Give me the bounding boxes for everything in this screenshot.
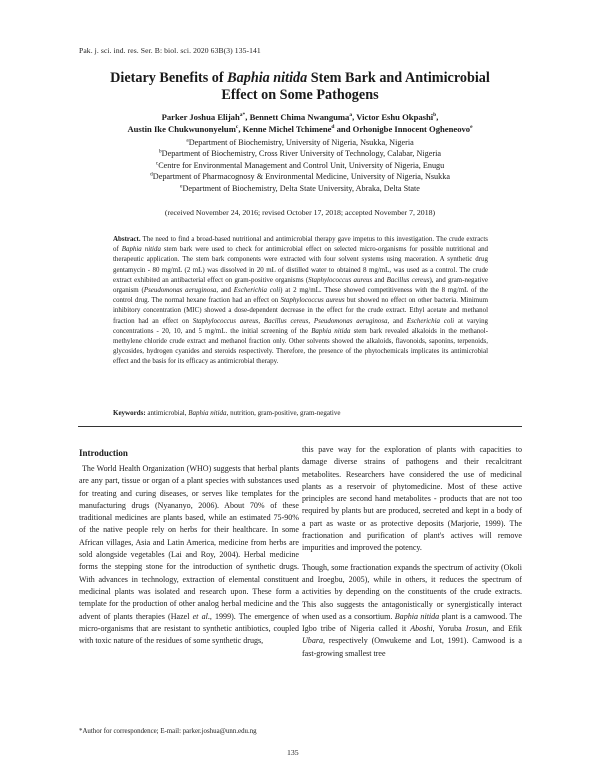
affiliation-mark: c bbox=[155, 160, 159, 167]
author-line-2 bbox=[60, 123, 540, 135]
left-column bbox=[79, 463, 299, 647]
author-name: Bennett Chima Nwanguma bbox=[249, 112, 350, 122]
affiliation-text: Department of Pharmacognosy & Environmental Medicine, University of Nigeria, Nsukka bbox=[152, 172, 450, 182]
author-line-1 bbox=[60, 111, 540, 123]
author-affiliation-mark: d bbox=[331, 124, 335, 131]
affiliation-item bbox=[60, 171, 540, 182]
author-separator: , bbox=[245, 112, 250, 122]
author-separator: and bbox=[334, 124, 353, 134]
article-title bbox=[60, 70, 540, 104]
author-name: Parker Joshua Elijah bbox=[161, 112, 240, 122]
title-text-1: Dietary Benefits of bbox=[110, 70, 228, 86]
author-name: Austin Ike Chukwunonyelum bbox=[127, 124, 236, 134]
intro-heading: Introduction bbox=[79, 448, 128, 458]
author-name: Orhonigbe Innocent Ogheneovo bbox=[352, 124, 471, 134]
journal-citation: Pak. j. sci. ind. res. Ser. B: biol. sci. 2020 63B(3) 135-141 bbox=[79, 46, 261, 55]
keywords-label: Keywords: bbox=[113, 409, 146, 417]
affiliation-text: Department of Biochemistry, Delta State University, Abraka, Delta State bbox=[182, 183, 420, 193]
author-affiliation-mark: e bbox=[470, 124, 473, 131]
intro-paragraph-1: The World Health Organization (WHO) suggests that herbal plants are any part, tissue or organ of a plant species with substances used for treating and curing diseases, or serves like templates for the manufacturing drugs (Nyananyo, 2006). About 70% of these traditional medicines are plants based, while an estimated 75-90% of the native people rely on herbs for their healthcare. In some African villages, Asia and Latin America, medicine from herbs are sold alongside vegetables (Lai and Roy, 2004). Herbal medicine forms the stepping stone for the introduction of synthetic drugs. With advances in technology, extraction of elemental constituent medicinal plants was isolated and research upon. These form a template for the production of other analog herbal medicine and the advent of plants therapies (Hazel et al., 1999). The emergence of micro-organisms that are resistant to synthetic antibiotics, coupled with toxic nature of the residues of some synthetic drugs, bbox=[79, 464, 299, 646]
author-affiliation-mark: c bbox=[235, 124, 239, 131]
affiliation-item bbox=[60, 160, 540, 171]
title-text-2: Stem Bark and Antimicrobial bbox=[307, 70, 490, 86]
author-separator: , bbox=[238, 124, 243, 134]
author-affiliation-mark: a bbox=[349, 112, 353, 119]
author-name: Kenne Michel Tchimene bbox=[242, 124, 332, 134]
affiliation-text: Department of Biochemistry, Cross River University of Technology, Calabar, Nigeria bbox=[161, 149, 442, 159]
right-column bbox=[302, 444, 522, 660]
affiliation-text: Centre for Environmental Management and Control Unit, University of Nigeria, Enugu bbox=[158, 160, 445, 170]
affiliation-list bbox=[60, 137, 540, 194]
keywords: Keywords: antimicrobial, Baphia nitida, nutrition, gram-positive, gram-negative bbox=[113, 409, 341, 417]
author-list bbox=[60, 111, 540, 135]
intro-paragraph-2: this pave way for the exploration of plants with capacities to damage diverse strains of pathogens and their recalcitrant metabolites. Researchers have considered the use of medicinal plants as a reservoir of phytomedicine. Most of these active principles are second hand metabolites - products that are not too required by plants but are produced, secreted and kept in a body of a part as waste or as protective deposits (Marjorie, 1999). The fractionation and purification of plant's actives will remove impurities and improved the potency. bbox=[302, 445, 522, 553]
author-affiliation-mark: a* bbox=[239, 112, 246, 119]
affiliation-mark: b bbox=[158, 148, 162, 155]
affiliation-item bbox=[60, 183, 540, 194]
author-separator: , bbox=[436, 112, 439, 122]
affiliation-text: Department of Biochemistry, University of Nigeria, Nsukka, Nigeria bbox=[188, 138, 414, 147]
correspondence-footnote: *Author for correspondence; E-mail: parker.joshua@unn.edu.ng bbox=[79, 728, 257, 735]
intro-paragraph-3: Though, some fractionation expands the spectrum of activity (Okoli and Iroegbu, 2005), while in others, it reduces the spectrum of activities by depending on the constituents of the crude extracts. This also suggests the antagonistically or synergistically interact when used as a consortium. Baphia nitida plant is a camwood. The Igbo tribe of Nigeria called it Aboshi, Yoruba Irosun, and Efik Ubara, respectively (Onwukeme and Lot, 1991). Camwood is a fast-growing smallest tree bbox=[302, 562, 522, 658]
received-dates: (received November 24, 2016; revised October 17, 2018; accepted November 7, 2018) bbox=[164, 208, 436, 217]
section-divider bbox=[78, 426, 522, 427]
author-separator: , bbox=[352, 112, 357, 122]
abstract-label: Abstract. bbox=[113, 235, 141, 243]
affiliation-mark: a bbox=[186, 137, 189, 144]
affiliation-mark: e bbox=[180, 182, 183, 189]
title-species: Baphia nitida bbox=[227, 70, 308, 86]
title-line-2: Effect on Some Pathogens bbox=[221, 87, 379, 103]
author-affiliation-mark: b bbox=[433, 112, 437, 119]
affiliation-item bbox=[60, 137, 540, 148]
page-number: 135 bbox=[287, 748, 299, 757]
author-name: Victor Eshu Okpashi bbox=[356, 112, 434, 122]
affiliation-mark: d bbox=[150, 171, 153, 178]
abstract: Abstract. The need to find a broad-based nutritional and antimicrobial therapy gave impetus to this investigation. The crude extracts of Baphia nitida stem bark were used to check for antimicrobial effect on selected micro-organisms for possible nutritional and therapeutic application. The stem bark components were extracted with four solvent systems using maceration. A synthetic drug gentamycin - 80 mg/mL (2 mL) was dissolved in 20 mL of distilled water to obtained 8 mg/mL, was used as a control. The crude extract exhibited an antibacterial effect on gram-positive organisms (Staphylococcus aureus and Bacillus cereus), and gram-negative organism (Pseudomonas aeruginosa, and Escherichia coli) at 2 mg/mL. These showed competitiveness with the 8 mg/mL of the control drug. The normal hexane fraction had an effect on Staphylococcus aureus but showed no effect on other bacteria. Minimum inhibitory concentration (MIC) showed a dose-dependent decrease in the effect for the crude extract. Ethyl acetate and methanol fraction had an effect on Staphylococcus aureus, Bacillus cereus, Pseudomonas aeruginosa, and Escherichia coli at varying concentrations - 20, 10, and 5 mg/mL. the initial screening of the Baphia nitida stem bark revealed alkaloids in the methanol-methylene chloride crude extract and methanol fraction only. Other solvents showed the alkaloids, flavonoids, saponins, terpenoids, glycosides, hydrogen cyanides and steroids respectively. Therefore, the presence of the phytochemicals implicates its antimicrobial effect and the basis for its efficacy as antimicrobial therapy. bbox=[113, 235, 489, 366]
affiliation-item bbox=[60, 148, 540, 159]
